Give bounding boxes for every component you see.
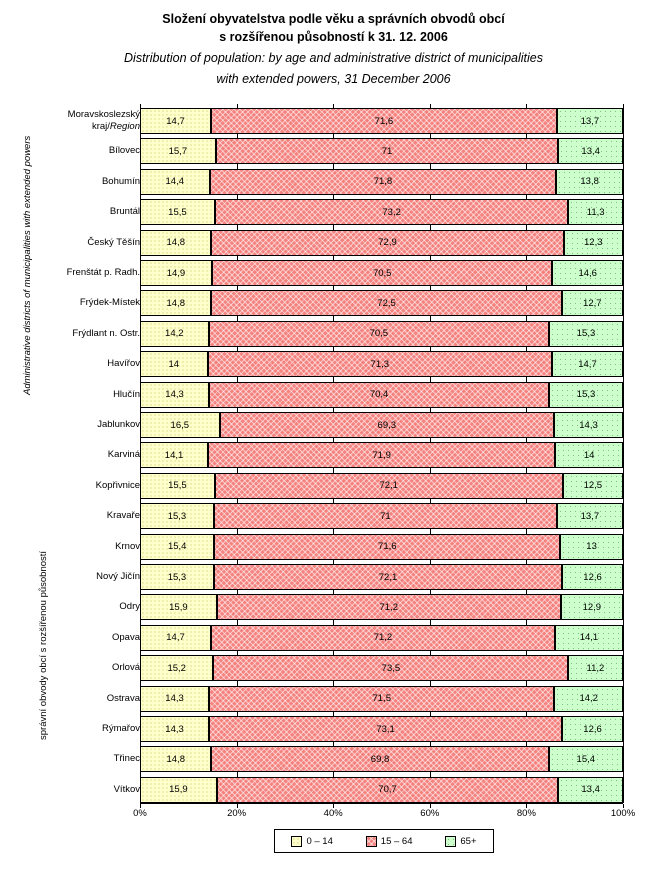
bar-segment: 13,7 [557,108,623,134]
bar-segment: 14,3 [554,412,623,438]
y-axis-tick-label: Hlučín [113,388,140,400]
bar-segment: 71,2 [217,594,561,620]
bar-segment: 14,1 [140,442,208,468]
y-axis-tick-label: Opava [112,631,140,643]
bar-segment: 15,3 [140,564,214,590]
bar-segment: 13,4 [558,138,623,164]
bar-segment: 14,8 [140,230,211,256]
bar-segment: 71 [216,138,559,164]
bar-row [140,260,623,286]
bar-row [140,290,623,316]
bar-segment: 71,3 [208,351,552,377]
bar-segment: 14,2 [554,686,623,712]
y-axis-tick-label: Kravaře [106,510,140,522]
bar-segment: 69,3 [220,412,554,438]
bar-row [140,321,623,347]
x-axis-tick-label: 80% [516,808,536,819]
bar-row [140,686,623,712]
bar-segment: 14,7 [140,625,211,651]
legend-item[interactable] [291,836,332,847]
legend-label: 15 – 64 [380,835,413,847]
x-axis-tick-label: 0% [133,808,147,819]
y-axis-tick-label: Ostrava [106,692,140,704]
bar-segment: 14,1 [555,625,623,651]
bar-row [140,412,623,438]
bar-segment: 12,7 [562,290,623,316]
legend-swatch [291,836,302,847]
bar-segment: 15,7 [140,138,216,164]
legend-swatch [366,836,377,847]
bar-segment: 72,5 [211,290,561,316]
legend-swatch [445,836,456,847]
bar-row [140,503,623,529]
y-axis-tick-label: Frýdek-Místek [79,297,140,309]
title-cz-line1: Složení obyvatelstva podle věku a správních obvodů obcí [162,12,505,26]
y-axis-title-cz: správní obvody obcí s rozšířenou působností [38,550,49,740]
legend-label: 65+ [460,835,477,847]
bar-row [140,442,623,468]
bar-row [140,625,623,651]
bar-row [140,108,623,134]
bar-row [140,473,623,499]
bar-segment: 15,5 [140,199,215,225]
y-axis-tick-label: Nový Jičín [96,571,140,582]
y-axis-tick-label: Bruntál [109,206,140,218]
y-axis-tick-label: Český Těšín [87,236,140,248]
title-cz-line2: s rozšířenou působností k 31. 12. 2006 [219,30,448,44]
bar-segment: 72,9 [211,230,563,256]
bar-segment: 15,3 [140,503,214,529]
bar-segment: 14,3 [140,382,209,408]
x-axis-tick-label: 20% [227,808,247,819]
bar-row [140,564,623,590]
bar-segment: 13,8 [556,169,623,195]
bar-segment: 71 [214,503,557,529]
bar-segment: 72,1 [215,473,563,499]
y-axis-title-en: Administrative districts of municipalities with extended powers [22,135,33,395]
bar-segment: 71,2 [211,625,555,651]
y-axis-tick-label: Kopřivnice [95,479,140,491]
y-axis-tick-label: Jablunkov [97,419,140,430]
bar-segment: 14,8 [140,290,211,316]
bar-segment: 15,4 [549,746,623,772]
bar-segment: 16,5 [140,412,220,438]
x-axis-tick-label: 40% [323,808,343,819]
y-axis-tick-label: Vítkov [113,783,140,795]
bar-segment: 15,4 [140,534,214,560]
bar-segment: 69,8 [211,746,548,772]
bar-segment: 12,6 [562,564,623,590]
y-axis-tick-label: Krnov [115,540,140,552]
bar-segment: 15,5 [140,473,215,499]
bar-segment: 13 [560,534,623,560]
y-axis-tick-label: Bílovec [108,145,140,157]
bar-segment: 14,7 [552,351,623,377]
y-axis-tick-label: Karviná [107,449,140,461]
chart-legend [274,829,494,853]
bar-row [140,351,623,377]
bar-segment: 15,3 [549,382,623,408]
bar-segment: 72,1 [214,564,562,590]
x-axis-tick-label: 60% [420,808,440,819]
bar-segment: 14,3 [140,716,209,742]
legend-label: 0 – 14 [306,835,333,847]
bar-row [140,169,623,195]
bar-segment: 15,9 [140,594,217,620]
bar-segment: 13,7 [557,503,623,529]
legend-item[interactable] [445,836,476,847]
bar-segment: 71,6 [214,534,560,560]
bar-segment: 73,2 [215,199,569,225]
y-axis-tick-label: Frýdlant n. Ostr. [72,327,140,339]
bar-segment: 14,8 [140,746,211,772]
bar-segment: 14,7 [140,108,211,134]
bar-row [140,534,623,560]
bar-row [140,746,623,772]
bar-segment: 71,5 [209,686,554,712]
bar-segment: 14,4 [140,169,210,195]
bar-segment: 14,3 [140,686,209,712]
bar-segment: 13,4 [558,777,623,803]
bar-segment: 14,2 [140,321,209,347]
legend-item[interactable] [366,836,413,847]
x-axis-tick-label: 100% [610,808,636,819]
bar-row [140,230,623,256]
bar-row [140,199,623,225]
y-axis-tick-label: Třinec [113,753,140,765]
title-en-line1: Distribution of population: by age and administrative district of municipalities [124,51,543,65]
bar-segment: 11,3 [568,199,623,225]
bar-row [140,594,623,620]
y-axis-tick-label: Havířov [107,358,140,370]
y-axis-tick-label: Orlová [112,662,140,674]
bar-segment: 70,5 [209,321,550,347]
bar-segment: 70,4 [209,382,549,408]
bar-segment: 70,7 [217,777,558,803]
bar-segment: 73,1 [209,716,562,742]
bar-segment: 12,9 [561,594,623,620]
y-axis-tick-label: Moravskoslezský kraj/Region [67,109,140,132]
bar-segment: 71,6 [211,108,557,134]
bar-row [140,777,623,803]
x-axis-line [140,803,623,804]
y-axis-tick-label: Rýmařov [101,723,140,734]
bar-segment: 71,9 [208,442,555,468]
bar-segment: 15,3 [549,321,623,347]
bar-segment: 14,6 [552,260,623,286]
bar-row [140,655,623,681]
bar-segment: 14,9 [140,260,212,286]
gridline [623,104,624,803]
bar-segment: 11,2 [568,655,622,681]
bar-segment: 71,8 [210,169,557,195]
bar-segment: 14 [555,442,623,468]
chart-titles [0,10,667,88]
bar-row [140,716,623,742]
bar-segment: 15,2 [140,655,213,681]
plot-area [66,104,623,803]
bar-segment: 15,9 [140,777,217,803]
y-axis-tick-label: Frenštát p. Radh. [66,267,140,278]
bar-segment: 70,5 [212,260,553,286]
bar-segment: 12,5 [563,473,623,499]
bar-row [140,138,623,164]
bar-segment: 12,6 [562,716,623,742]
bar-segment: 14 [140,351,208,377]
bar-segment: 12,3 [564,230,623,256]
y-axis-tick-label: Odry [119,601,140,613]
bar-segment: 73,5 [213,655,568,681]
y-axis-tick-label: Bohumín [101,175,140,187]
title-en-line2: with extended powers, 31 December 2006 [216,72,451,86]
bar-row [140,382,623,408]
